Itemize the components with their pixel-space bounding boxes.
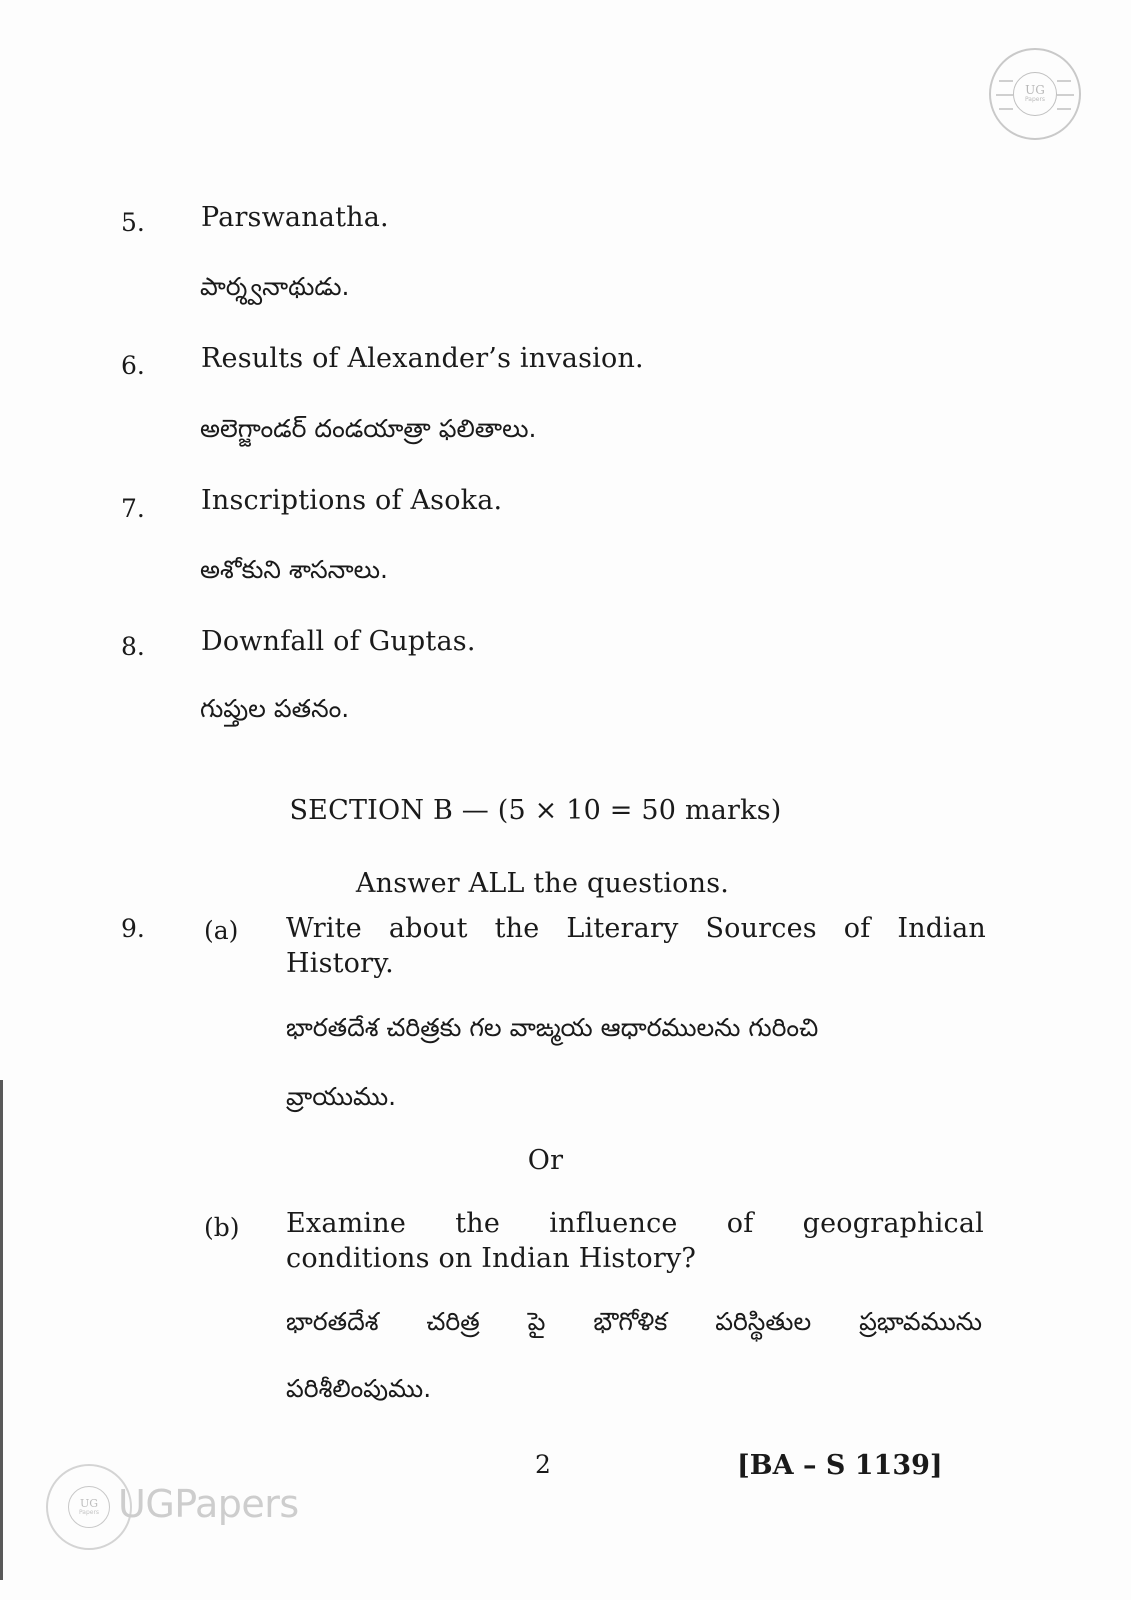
question-text-english: Results of Alexander’s invasion. bbox=[201, 343, 644, 374]
subquestion-label-b: (b) bbox=[204, 1213, 240, 1242]
subquestion-a-telugu-line2: వ్రాయుము. bbox=[286, 1082, 397, 1111]
question-number: 6. bbox=[121, 351, 145, 380]
watermark-abbr: UG bbox=[79, 1496, 99, 1510]
watermark-text: UGPapers bbox=[118, 1482, 299, 1526]
question-number: 8. bbox=[121, 632, 145, 661]
question-text-telugu: గుప్తుల పతనం. bbox=[200, 694, 350, 723]
question-text-english: Inscriptions of Asoka. bbox=[201, 485, 503, 516]
section-b-instruction: Answer ALL the questions. bbox=[355, 868, 730, 899]
subquestion-b-telugu-line1: భారతదేశ చరిత్ర పై భౌగోళిక పరిస్థితుల ప్రభావమును bbox=[286, 1307, 982, 1336]
question-text-telugu: అశోకుని శాసనాలు. bbox=[200, 555, 388, 584]
paper-code: [BA – S 1139] bbox=[737, 1450, 943, 1481]
subquestion-a-english-line2: History. bbox=[286, 948, 394, 979]
subquestion-a-english-line1: Write about the Literary Sources of Indian bbox=[286, 913, 986, 944]
logo-sub: Papers bbox=[1024, 96, 1046, 103]
question-number: 7. bbox=[121, 494, 145, 523]
question-number: 5. bbox=[121, 208, 145, 237]
question-number: 9. bbox=[121, 914, 145, 943]
question-text-english: Downfall of Guptas. bbox=[201, 626, 476, 657]
subquestion-b-english-line2: conditions on Indian History? bbox=[286, 1243, 697, 1274]
question-text-telugu: పార్శ్వనాథుడు. bbox=[200, 272, 350, 301]
question-text-telugu: అలెగ్జాండర్ దండయాత్రా ఫలితాలు. bbox=[200, 414, 537, 443]
subquestion-label-a: (a) bbox=[204, 916, 239, 945]
watermark-sub: Papers bbox=[78, 1508, 100, 1516]
page-number: 2 bbox=[535, 1450, 551, 1479]
subquestion-b-telugu-line2: పరిశీలింపుము. bbox=[286, 1374, 432, 1403]
subquestion-a-telugu-line1: భారతదేశ చరిత్రకు గల వాఙ్మయ ఆధారములను గురించి bbox=[286, 1013, 819, 1042]
ug-papers-logo-icon bbox=[989, 48, 1081, 140]
section-b-title: SECTION B — (5 × 10 = 50 marks) bbox=[289, 795, 782, 826]
or-separator: Or bbox=[527, 1145, 564, 1176]
scan-edge-line bbox=[0, 1080, 3, 1580]
logo-abbr: UG bbox=[1025, 83, 1045, 97]
question-text-english: Parswanatha. bbox=[201, 202, 389, 233]
subquestion-b-english-line1: Examine the influence of geographical bbox=[286, 1208, 984, 1239]
